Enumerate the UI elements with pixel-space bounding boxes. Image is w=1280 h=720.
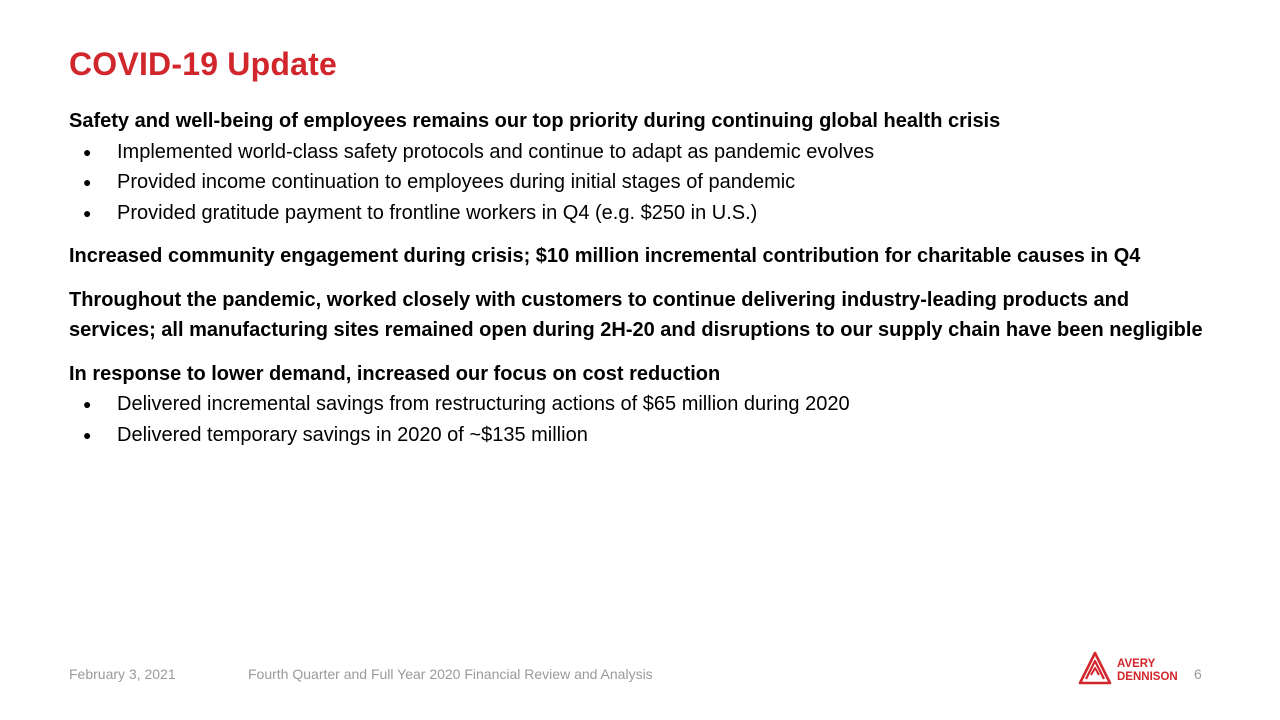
footer-date: February 3, 2021 (69, 666, 176, 682)
section-heading: Throughout the pandemic, worked closely with customers to continue delivering industry-leading products and services; all manufacturing sites remained open during 2H-20 and disruptions to our supply chain have been negligible (69, 288, 1203, 341)
section-heading: Safety and well-being of employees remains our top priority during continuing global health crisis (69, 110, 1001, 132)
bullet-text: Delivered temporary savings in 2020 of ~$135 million (117, 423, 588, 446)
avery-dennison-logo-icon (1078, 650, 1184, 686)
slide-title: COVID-19 Update (69, 46, 337, 82)
section-cost-reduction (69, 359, 1219, 451)
bullet-text: Delivered incremental savings from restructuring actions of $65 million during 2020 (117, 393, 850, 415)
bullet-item (69, 420, 1219, 451)
bullet-icon: ● (83, 396, 92, 412)
bullet-text: Provided income continuation to employees during initial stages of pandemic (117, 171, 796, 193)
bullet-item (69, 167, 1219, 198)
bullet-icon: ● (83, 204, 92, 221)
bullet-list (69, 389, 1219, 450)
bullet-icon: ● (83, 174, 92, 190)
bullet-icon: ● (83, 143, 92, 160)
section-heading: In response to lower demand, increased our focus on cost reduction (69, 362, 721, 385)
section-heading: Increased community engagement during crisis; $10 million incremental contribution for charitable causes in Q4 (69, 245, 1141, 267)
bullet-icon: ● (83, 426, 92, 443)
bullet-item (69, 389, 1219, 420)
bullet-item (69, 137, 1219, 168)
logo-text-line2: DENNISON (1117, 671, 1178, 683)
bullet-list (69, 137, 1219, 229)
logo-text-line1: AVERY (1117, 658, 1156, 670)
footer-presentation-title: Fourth Quarter and Full Year 2020 Financial Review and Analysis (248, 666, 653, 682)
bullet-item (69, 198, 1219, 229)
bullet-text: Implemented world-class safety protocols and continue to adapt as pandemic evolves (117, 140, 875, 163)
section-customers-supply-chain (69, 285, 1219, 346)
page-number: 6 (1194, 666, 1202, 682)
section-community-engagement (69, 241, 1219, 272)
section-employee-safety (69, 106, 1219, 228)
bullet-text: Provided gratitude payment to frontline workers in Q4 (e.g. $250 in U.S.) (117, 201, 758, 224)
slide-content (69, 106, 1219, 463)
